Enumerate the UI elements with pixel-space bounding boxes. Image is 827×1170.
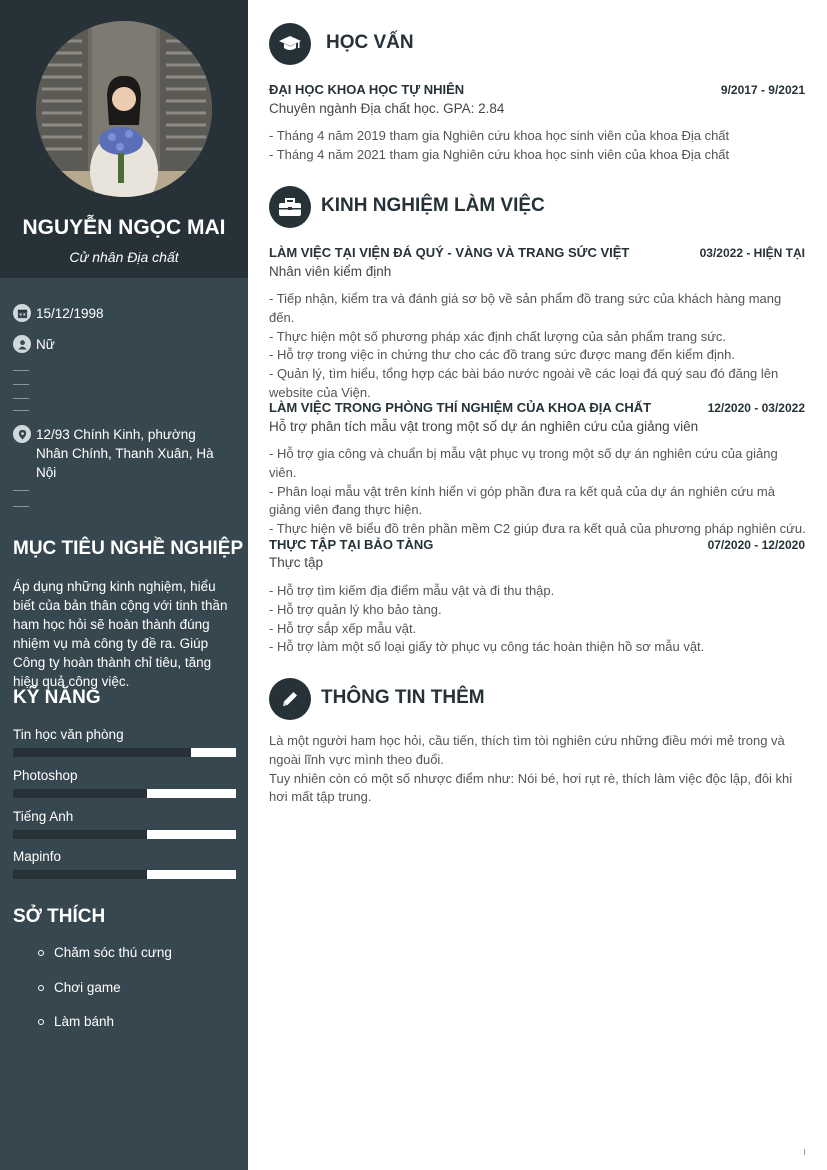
skill-label: Tin học văn phòng	[13, 727, 124, 742]
detail-line: - Tháng 4 năm 2019 tham gia Nghiên cứu khoa học sinh viên của khoa Địa chất	[269, 128, 730, 143]
objective-text: Áp dụng những kinh nghiệm, hiểu biết của bản thân cộng với tinh thần ham học hỏi sẽ hoàn thành đúng nhiệm vụ mà công ty đề ra. Giúp Công ty hoàn thành chỉ tiêu, tăng hiệu quả công việc.	[13, 579, 228, 689]
detail-line: - Thực hiện một số phương pháp xác định chất lượng của sản phẩm trang sức.	[269, 328, 727, 344]
school-name: ĐẠI HỌC KHOA HỌC TỰ NHIÊN	[269, 82, 465, 97]
divider	[13, 370, 29, 371]
pencil-icon	[269, 678, 311, 720]
divider	[13, 398, 29, 399]
hobby-item: Chăm sóc thú cưng	[37, 945, 172, 980]
gender-text: Nữ	[36, 337, 55, 352]
detail-line: - Tháng 4 năm 2021 tham gia Nghiên cứu khoa học sinh viên của khoa Địa chất	[269, 146, 730, 162]
sidebar	[0, 0, 248, 1170]
skill-label: Photoshop	[13, 768, 78, 783]
profile-header	[0, 0, 248, 278]
job-title: LÀM VIỆC TRONG PHÒNG THÍ NGHIỆM CỦA KHOA ĐỊA CHẤT	[269, 400, 652, 415]
divider	[13, 506, 29, 507]
job-role: Hỗ trợ phân tích mẫu vật trong một số dự án nghiên cứu của giảng viên	[269, 419, 699, 434]
education-dates: 9/2017 - 9/2021	[720, 83, 805, 97]
address-row	[13, 425, 228, 482]
detail-line: Là một người ham học hỏi, cầu tiến, thích tìm tòi nghiên cứu những điều mới mẻ trong và ngoài lĩnh vực mình theo đuổi.	[269, 733, 785, 767]
hobby-item: Chơi game	[37, 980, 172, 1015]
detail-line: - Hỗ trợ trong việc in chứng thư cho các đồ trang sức được mang đến kiểm định.	[269, 347, 735, 363]
skill-bar-fill	[13, 748, 191, 757]
skill-bar	[13, 870, 236, 879]
map-pin-icon	[13, 425, 31, 443]
education-details	[269, 127, 807, 165]
graduation-cap-icon	[269, 23, 311, 65]
job-title: THỰC TẬP TẠI BẢO TÀNG	[269, 537, 434, 552]
detail-line: - Quản lý, tìm hiểu, tổng hợp các bài báo nước ngoài về các loại đá quý sau đó đăng lên website của Viện.	[269, 366, 779, 400]
detail-line: - Hỗ trợ làm một số loại giấy tờ phục vụ công tác hoàn thiện hồ sơ mẫu vật.	[269, 639, 705, 655]
avatar	[36, 21, 212, 197]
skill-bar	[13, 748, 236, 757]
skill-bar-fill	[13, 870, 147, 879]
detail-line: - Hỗ trợ gia công và chuẩn bị mẫu vật phục vụ trong một số dự án nghiên cứu của giảng viên.	[269, 446, 778, 480]
detail-line: - Tiếp nhận, kiểm tra và đánh giá sơ bộ về sản phẩm đồ trang sức của khách hàng mang đến.	[269, 291, 782, 325]
briefcase-icon	[269, 186, 311, 228]
education-heading: HỌC VẤN	[326, 32, 414, 53]
extra-heading: THÔNG TIN THÊM	[321, 687, 485, 708]
page-mark	[804, 1149, 805, 1155]
job-details	[269, 582, 807, 657]
hobby-item: Làm bánh	[37, 1014, 172, 1049]
job-role: Nhân viên kiểm định	[269, 264, 392, 279]
job-role: Thực tập	[269, 555, 324, 570]
experience-heading: KINH NGHIỆM LÀM VIỆC	[321, 195, 545, 216]
detail-line: - Hỗ trợ tìm kiếm địa điểm mẫu vật và đi thu thập.	[269, 583, 555, 598]
job-details	[269, 290, 807, 403]
job-title: LÀM VIỆC TẠI VIỆN ĐÁ QUÝ - VÀNG VÀ TRANG SỨC VIỆT	[269, 245, 630, 260]
job-dates: 12/2020 - 03/2022	[707, 401, 805, 415]
skills-heading: KỸ NĂNG	[13, 687, 101, 708]
skill-label: Mapinfo	[13, 849, 62, 864]
detail-line: - Thực hiện vẽ biểu đồ trên phần mềm C2 giúp đưa ra kết quả của phương pháp nghiên cứu.	[269, 521, 806, 537]
detail-line: - Hỗ trợ sắp xếp mẫu vật.	[269, 620, 417, 636]
detail-line: - Hỗ trợ quản lý kho bảo tàng.	[269, 601, 442, 617]
gender-row	[13, 335, 55, 354]
divider	[13, 410, 29, 411]
job-dates: 07/2020 - 12/2020	[707, 538, 805, 552]
profile-title: Cử nhân Địa chất	[69, 249, 179, 265]
birthday-text: 15/12/1998	[36, 306, 104, 321]
hobbies-heading: SỞ THÍCH	[13, 906, 106, 927]
extra-text	[269, 732, 807, 807]
divider	[13, 384, 29, 385]
address-text: 12/93 Chính Kinh, phường Nhân Chính, Thanh Xuân, Hà Nội	[36, 427, 214, 480]
detail-line: Tuy nhiên còn có một số nhược điểm như: Nói bé, hơi rụt rè, thích làm việc độc lập, đôi khi hơi mất tập trung.	[269, 770, 793, 805]
divider	[13, 490, 29, 491]
education-major: Chuyên ngành Địa chất học. GPA: 2.84	[269, 101, 505, 116]
skill-bar	[13, 830, 236, 839]
detail-line: - Phân loại mẫu vật trên kính hiển vi góp phần đưa ra kết quả của dự án nghiên cứu mà giảng viên đang thực hiện.	[269, 483, 775, 518]
skill-bar-fill	[13, 830, 147, 839]
birthday-row	[13, 304, 104, 323]
user-icon	[13, 335, 31, 353]
skill-bar	[13, 789, 236, 798]
hobbies-list	[37, 945, 172, 1049]
job-details	[269, 445, 807, 539]
job-dates: 03/2022 - HIỆN TẠI	[699, 246, 805, 260]
skill-label: Tiếng Anh	[13, 809, 74, 824]
calendar-icon	[13, 304, 31, 322]
objective-heading: MỤC TIÊU NGHỀ NGHIỆP	[13, 538, 244, 559]
profile-name: NGUYỄN NGỌC MAI	[22, 216, 226, 239]
skill-bar-fill	[13, 789, 147, 798]
